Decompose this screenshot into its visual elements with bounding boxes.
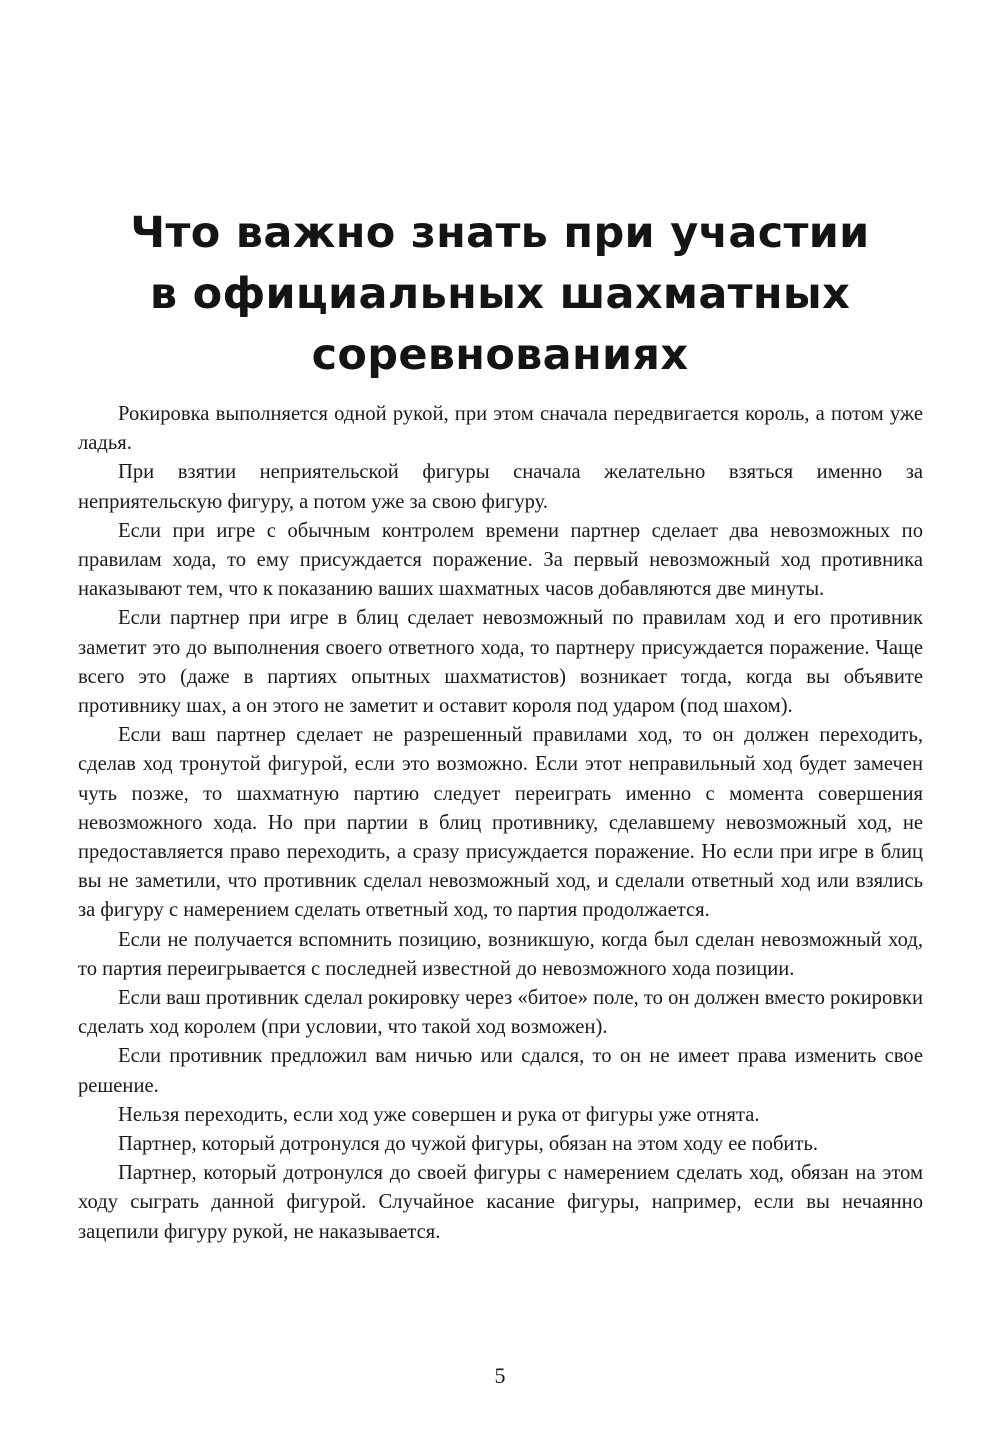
paragraph: Рокировка выполняется одной рукой, при этом сначала передвигается король, а потом уже ладья.	[78, 403, 923, 455]
page-number: 5	[494, 1363, 506, 1388]
paragraph: Если при игре с обычным контролем времени партнер сделает два невозможных по правилам хода, то ему присуждается поражение. За первый невозможный ход противника наказывают тем, что к показанию ваших шахматных часов добавляются две минуты.	[78, 519, 923, 601]
chapter-body	[78, 400, 923, 1247]
paragraph: Если не получается вспомнить позицию, возникшую, когда был сделан невозможный ход, то партия переигрывается с последней известной до невозможного хода позиции.	[78, 928, 923, 980]
paragraph: Партнер, который дотронулся до своей фигуры с намерением сделать ход, обязан на этом ходу сыграть данной фигурой. Случайное касание фигуры, например, если вы нечаянно зацепили фигуру рукой, не наказывается.	[78, 1162, 923, 1243]
paragraph: При взятии неприятельской фигуры сначала желательно взяться именно за неприятельскую фигуру, а потом уже за свою фигуру.	[78, 461, 923, 513]
paragraph: Партнер, который дотронулся до чужой фигуры, обязан на этом ходу ее побить.	[118, 1133, 818, 1156]
chapter-title-line: соревнованиях	[311, 330, 689, 380]
chapter-title-line: Что важно знать при участии	[130, 208, 870, 258]
paragraph: Если ваш противник сделал рокировку через «битое» поле, то он должен вместо рокировки сделать ход королем (при условии, что такой ход возможен).	[78, 987, 923, 1039]
paragraph: Если партнер при игре в блиц сделает невозможный по правилам ход и его противник заметит это до выполнения своего ответного хода, то партнеру присуждается поражение. Чаще всего это (даже в партиях опытных шахматистов) возникает тогда, когда вы объявите противнику шах, а он этого не заметит и оставит короля под ударом (под шахом).	[78, 607, 923, 718]
paragraph: Если ваш партнер сделает не разрешенный правилами ход, то он должен переходить, сделав ход тронутой фигурой, если это возможно. Если этот неправильный ход будет замечен чуть позже, то шахматную партию следует переиграть именно с момента совершения невозможного хода. Но при партии в блиц противнику, сделавшему невозможный ход, не предоставляется право переходить, а сразу присуждается поражение. Но если при игре в блиц вы не заметили, что противник сделал невозможный ход, и сделали ответный ход или взялись за фигуру с намерением сделать ответный ход, то партия продолжается.	[78, 724, 923, 922]
chapter-title	[60, 203, 940, 386]
paragraph: Если противник предложил вам ничью или сдался, то он не имеет права изменить свое решение.	[78, 1045, 923, 1097]
chapter-title-line: в официальных шахматных	[149, 269, 851, 319]
paragraph: Нельзя переходить, если ход уже совершен и рука от фигуры уже отнята.	[118, 1103, 760, 1126]
